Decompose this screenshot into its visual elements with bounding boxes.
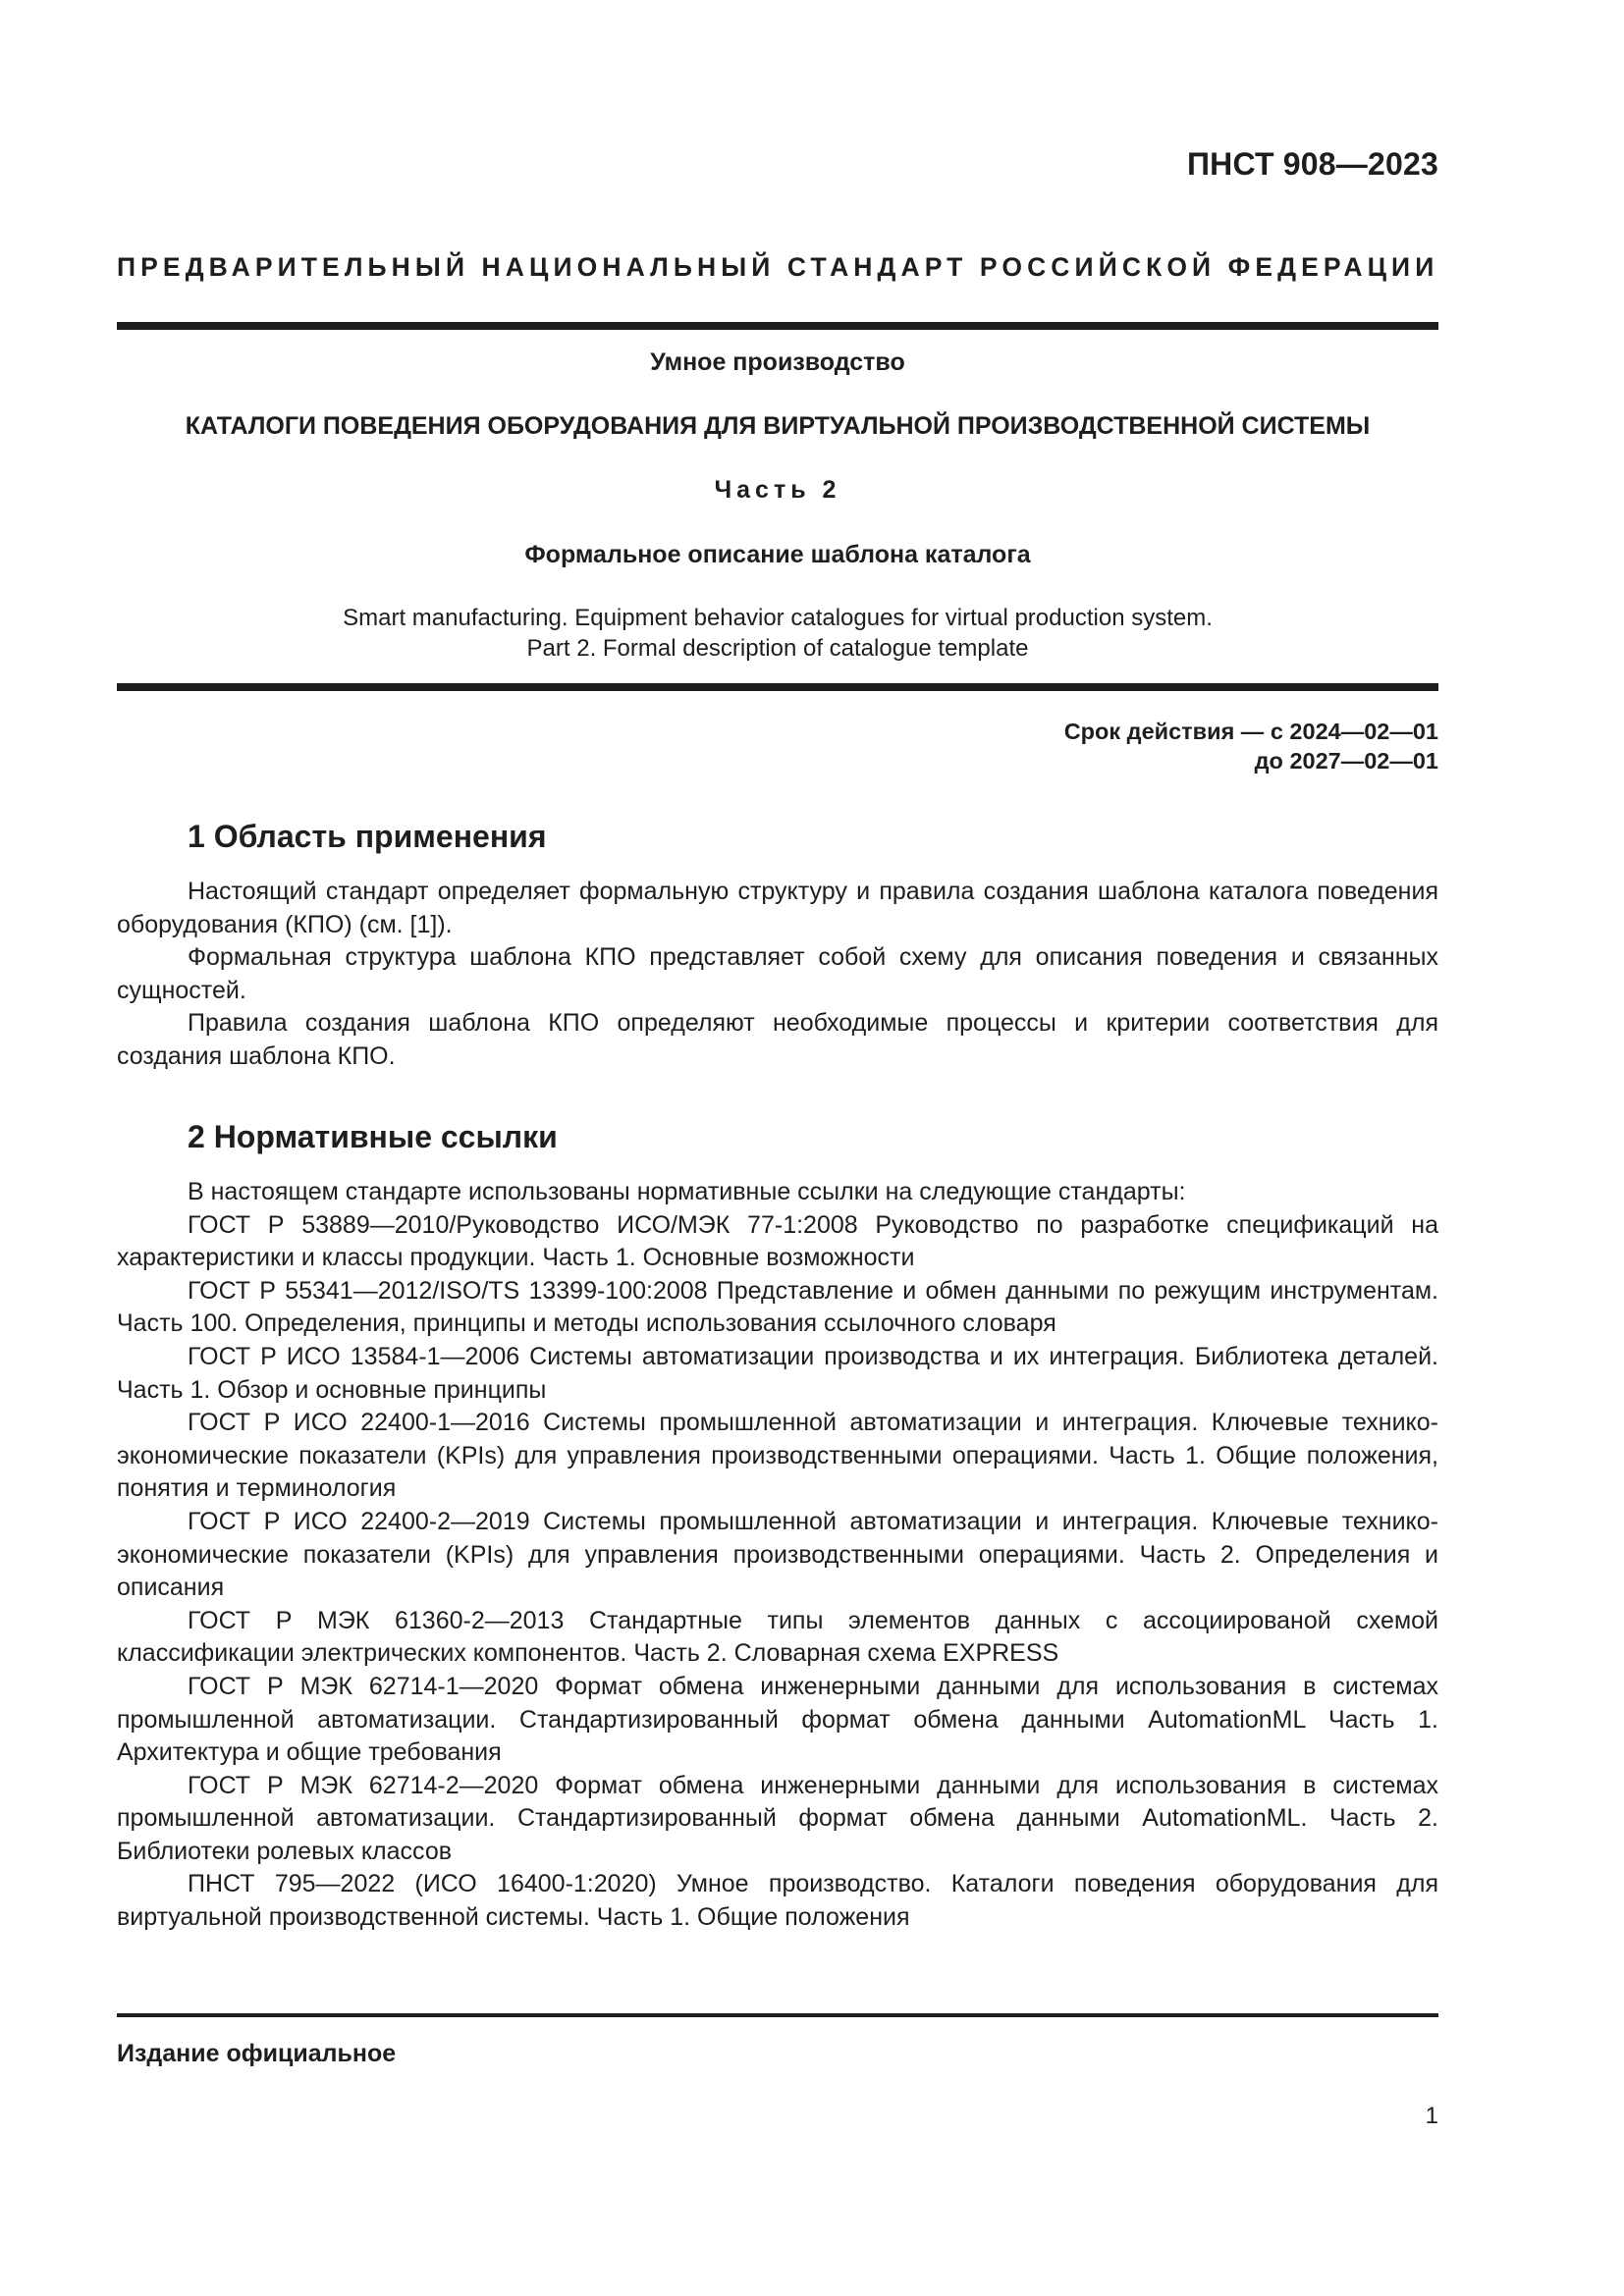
reference-item: ГОСТ Р МЭК 61360-2—2013 Стандартные типы элементов данных с ассоциированой схемой классификации электрических компонентов. Часть 2. Словарная схема EXPRESS	[117, 1606, 1438, 1668]
english-title	[117, 603, 1438, 664]
paragraph: Формальная структура шаблона КПО представляет собой схему для описания поведения и связанных сущностей.	[117, 943, 1438, 1004]
section-heading: 1 Область применения	[188, 819, 547, 854]
section-heading: 2 Нормативные ссылки	[188, 1119, 558, 1154]
official-edition-label: Издание официальное	[117, 2040, 397, 2067]
topic-title: Умное производство	[650, 348, 905, 376]
reference-item: ГОСТ Р МЭК 62714-1—2020 Формат обмена инженерными данными для использования в системах промышленной автоматизации. Стандартизированный формат обмена данными AutomationML Часть 1. Архитектура и общие требования	[117, 1672, 1438, 1767]
reference-item: ГОСТ Р ИСО 22400-1—2016 Системы промышленной автоматизации и интеграция. Ключевые технико-экономические показатели (KPIs) для управления производственными операциями. Часть 1. Общие положения, понятия и терминология	[117, 1409, 1438, 1503]
section-scope	[117, 817, 1438, 1074]
validity-to: до 2027—02—01	[1254, 748, 1438, 774]
subtitle: Формальное описание шаблона каталога	[524, 541, 1031, 568]
main-title: КАТАЛОГИ ПОВЕДЕНИЯ ОБОРУДОВАНИЯ ДЛЯ ВИРТУАЛЬНОЙ ПРОИЗВОДСТВЕННОЙ СИСТЕМЫ	[185, 412, 1371, 440]
section-normative-references	[117, 1117, 1438, 1935]
top-rule	[117, 322, 1438, 330]
part-label: Часть 2	[714, 476, 841, 504]
document-page	[117, 0, 1438, 2296]
paragraph: В настоящем стандарте использованы нормативные ссылки на следующие стандарты:	[188, 1178, 1186, 1205]
reference-item: ГОСТ Р 55341—2012/ISO/TS 13399-100:2008 Представление и обмен данными по режущим инструментам. Часть 100. Определения, принципы и методы использования ссылочного словаря	[117, 1276, 1438, 1338]
validity-from: Срок действия — с 2024—02—01	[1063, 719, 1438, 744]
national-standard-title: ПРЕДВАРИТЕЛЬНЫЙ НАЦИОНАЛЬНЫЙ СТАНДАРТ РОССИЙСКОЙ ФЕДЕРАЦИИ	[117, 252, 1439, 282]
reference-item: ГОСТ Р МЭК 62714-2—2020 Формат обмена инженерными данными для использования в системах промышленной автоматизации. Стандартизированный формат обмена данными AutomationML. Часть 2. Библиотеки ролевых классов	[117, 1771, 1438, 1865]
paragraph: Настоящий стандарт определяет формальную структуру и правила создания шаблона каталога поведения оборудования (КПО) (см. [1]).	[117, 878, 1438, 938]
english-title-line-2: Part 2. Formal description of catalogue template	[526, 635, 1029, 662]
page-number: 1	[1425, 2103, 1438, 2129]
standard-number: ПНСТ 908—2023	[1186, 146, 1438, 182]
paragraph: Правила создания шаблона КПО определяют необходимые процессы и критерии соответствия для создания шаблона КПО.	[117, 1009, 1438, 1070]
reference-item: ПНСТ 795—2022 (ИСО 16400-1:2020) Умное производство. Каталоги поведения оборудования для виртуальной производственной системы. Часть 1. Общие положения	[117, 1870, 1438, 1932]
validity-period	[1064, 717, 1438, 775]
reference-item: ГОСТ Р ИСО 13584-1—2006 Системы автоматизации производства и их интеграция. Библиотека деталей. Часть 1. Обзор и основные принципы	[117, 1342, 1438, 1404]
reference-item: ГОСТ Р 53889—2010/Руководство ИСО/МЭК 77-1:2008 Руководство по разработке спецификаций на характеристики и классы продукции. Часть 1. Основные возможности	[117, 1210, 1438, 1272]
reference-item: ГОСТ Р ИСО 22400-2—2019 Системы промышленной автоматизации и интеграция. Ключевые технико-экономические показатели (KPIs) для управления производственными операциями. Часть 2. Определения и описания	[117, 1507, 1438, 1602]
english-title-line-1: Smart manufacturing. Equipment behavior catalogues for virtual production system.	[343, 605, 1213, 631]
title-bottom-rule	[117, 683, 1438, 691]
footer-rule	[117, 2013, 1438, 2017]
